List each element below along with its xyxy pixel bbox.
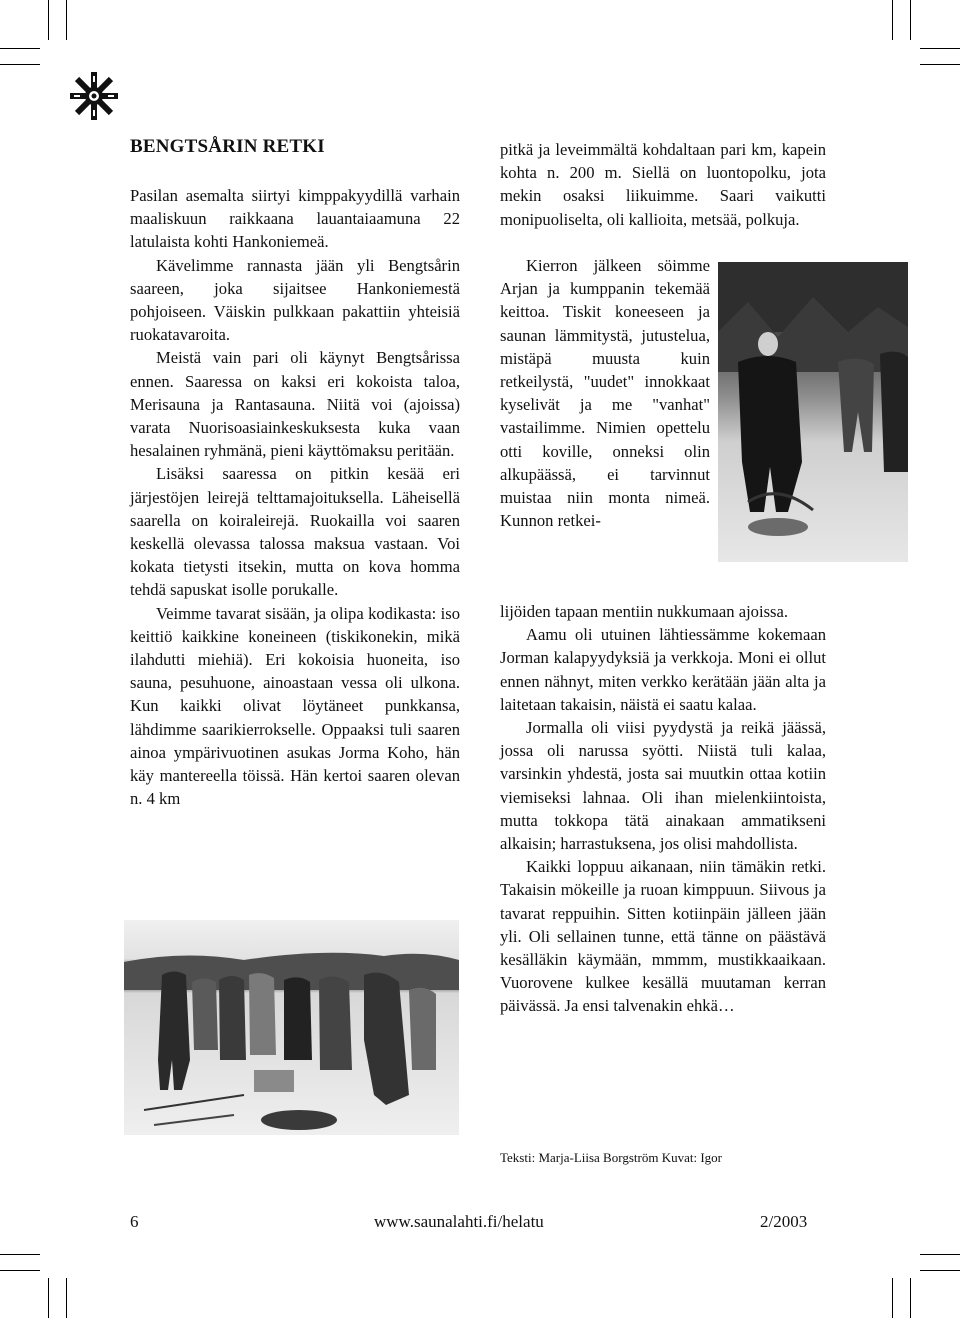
group-on-ice-photo [124,920,459,1135]
crop-mark [920,1270,960,1271]
crop-mark [920,1254,960,1255]
paragraph: Kierron jälkeen söimme Arjan ja kumppanin tekemää keittoa. Tiskit koneeseen ja saunan lämmitystä, jutustelua, mistäpä muusta kuin retkeilystä, "uudet" innokkaat kyselivät ja me "vanhat" vastailimme. Nimien opettelu otti koville, onneksi olin alkupäässä, ei tarvinnut muistaa niin monta nimeä. Kunnon retkei- [500,256,710,531]
footer-url[interactable]: www.saunalahti.fi/helatu [374,1212,544,1231]
right-column-top [500,138,826,231]
crop-mark [920,48,960,49]
crop-mark [48,0,49,40]
left-column [130,184,460,810]
article-title: BENGTSÅRIN RETKI [130,136,325,157]
crop-mark [910,0,911,40]
photo-credit: Teksti: Marja-Liisa Borgström Kuvat: Igor [500,1150,722,1165]
paragraph: pitkä ja leveimmältä kohdaltaan pari km, kapein kohta n. 200 m. Siellä on luontopolku, jota mekin osaksi liikuimme. Saari vaikutti monipuoliselta, oli kallioita, metsää, polkuja. [500,140,826,229]
crop-mark [66,0,67,40]
crop-mark [892,1278,893,1318]
paragraph: Aamu oli utuinen lähtiessämme kokemaan Jorman kalapyydyksiä ja verkkoja. Moni ei ollut ennen nähnyt, miten verkko kerätään jään alta ja laitetaan takaisin, näistä ei saatu kalaa. [500,625,826,714]
right-column-wrap [500,254,710,532]
crop-mark [0,1270,40,1271]
paragraph: Pasilan asemalta siirtyi kimppakyydillä varhain maaliskuun raikkaana lauantaiaamuna 22 latulaista kohti Hankoniemeä. [130,186,460,252]
crop-mark [920,64,960,65]
crop-mark [0,48,40,49]
page-number: 6 [130,1212,139,1231]
crop-mark [48,1278,49,1318]
crop-mark [910,1278,911,1318]
paragraph: Jormalla oli viisi pyydystä ja reikä jäässä, jossa oli narussa syötti. Niistä tuli kalaa, varsinkin yhdestä, josta sai muutkin ottaa kotiin viemiseksi lahnaa. Oli ihan mielenkiintoista, mutta tokkopa tätä ainakaan ammatikseni alkaisin; harrastuksena, jos olisi mahdollista. [500,718,826,854]
crop-mark [0,1254,40,1255]
paragraph: Kävelimme rannasta jään yli Bengtsårin saareen, joka sijaitsee Hankoniemestä pohjoiseen. Väiskin pulkkaan pakattiin yhteisiä ruokatavaroita. [130,255,460,345]
crop-mark [66,1278,67,1318]
issue-number: 2/2003 [760,1212,808,1231]
snowflake-ornament-icon [68,70,120,122]
paragraph: Veimme tavarat sisään, ja olipa kodikasta: iso keittiö kaikkine koneineen (tiskikonekin, mikä ilahdutti miehiä). Eri kokoisia huoneita, iso sauna, pesuhuone, ainoastaan vessa oli ulkona. Kun kaikki olivat löytäneet punkkansa, lähdimme saarikierrokselle. Oppaaksi tuli saaren ainoa ympärivuotinen asukas Jorma Koho, hän käy mantereella töissä. Hän kertoi saaren olevan n. 4 km [130,603,460,809]
paragraph: Lisäksi saaressa on pitkin kesää eri järjestöjen leirejä telttamajoituksella. Läheisellä saarella on koiraleirejä. Ruokailla voi saaren keskellä olevassa talossa maksua vastaan. Voi kokata tietysti itsekin, mutta on kova homma tehdä sapuskat isolle porukalle. [130,464,460,600]
paragraph: Kaikki loppuu aikanaan, niin tämäkin retki. Takaisin mökeille ja ruoan kimppuun. Siivous ja tavarat reppuihin. Sitten kotiinpäin jälleen jään yli. Oli sellainen tunne, että tänne on päästävä kesälläkin käymään, mmmm, mustikkaaikaan. Vuorovene kulkee kesällä muutaman kerran päivässä. Ja ensi talvenakin ehkä… [500,857,826,1016]
crop-mark [892,0,893,40]
right-column-rest [500,600,826,1018]
crop-mark [0,64,40,65]
ice-fishing-photo [718,262,908,562]
paragraph: Meistä vain pari oli käynyt Bengtsårissa ennen. Saaressa on kaksi eri kokoista taloa, Merisauna ja Rantasauna. Niitä voi (ajoissa) varata Nuorisoasiainkeskuksesta kuka vaan hesalainen ryhmänä, pieni käyttömaksu peritään. [130,348,460,461]
paragraph: lijöiden tapaan mentiin nukkumaan ajoissa. [500,602,789,621]
